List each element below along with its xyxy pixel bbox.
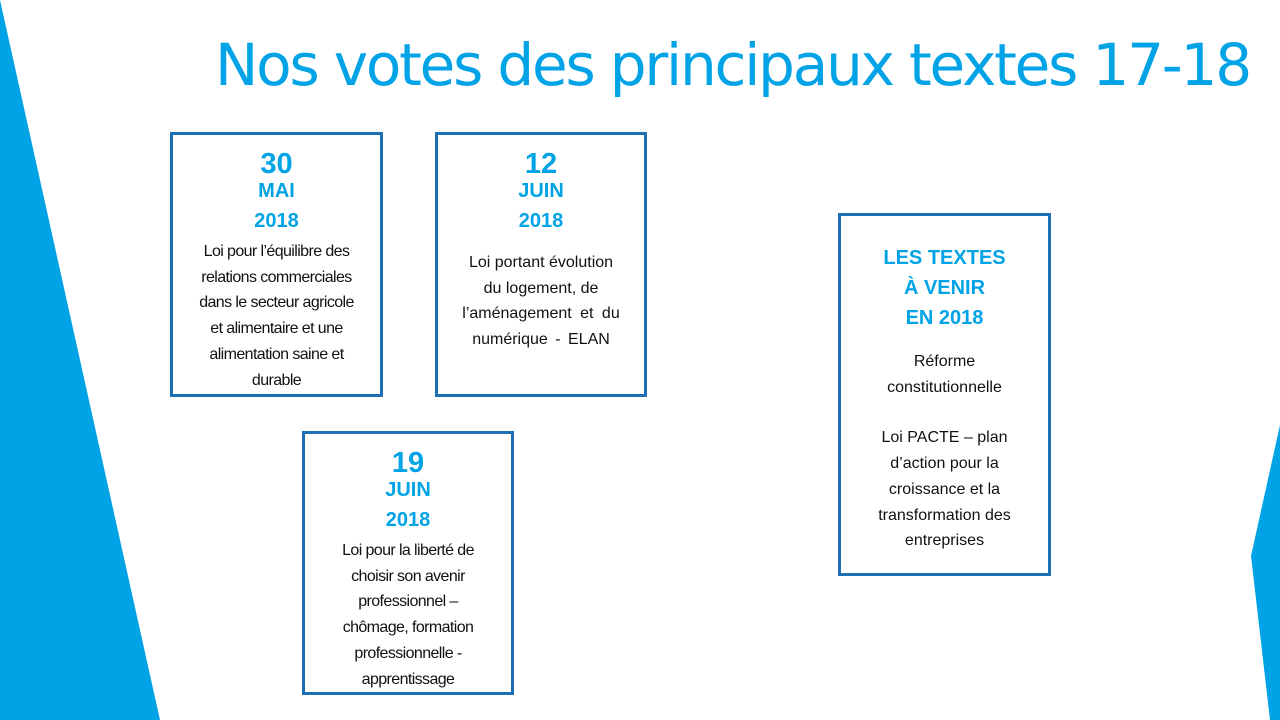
left-blue-triangle <box>0 0 160 720</box>
upcoming-item-reforme <box>841 349 1048 400</box>
card-description-line: numérique - ELAN <box>472 330 610 348</box>
card-description-line: Loi pour l’équilibre des <box>203 243 350 260</box>
card-description-line: durable <box>251 371 302 389</box>
card-description-line: Loi pour la liberté de <box>342 542 474 559</box>
upcoming-item-line: Loi PACTE – plan <box>881 429 1008 447</box>
vote-card-19-juin <box>302 431 514 695</box>
upcoming-heading-line: LES TEXTES <box>883 247 1006 269</box>
card-day: 19 <box>391 447 425 479</box>
card-description-line: et alimentaire et une <box>210 320 343 338</box>
card-day: 12 <box>524 148 558 180</box>
card-description-line: dans le secteur agricole <box>199 294 354 312</box>
card-description-line: alimentation saine et <box>209 345 344 363</box>
card-month: JUIN <box>518 180 564 202</box>
card-year: 2018 <box>518 210 564 232</box>
card-month: MAI <box>258 180 295 202</box>
card-month: JUIN <box>385 479 431 501</box>
upcoming-item-line: constitutionnelle <box>887 378 1002 396</box>
upcoming-texts-card <box>838 213 1051 576</box>
upcoming-item-pacte <box>841 425 1048 554</box>
upcoming-item-line: Réforme <box>913 353 976 370</box>
card-description-line: relations commerciales <box>201 268 352 286</box>
upcoming-item-line: transformation des <box>878 506 1011 524</box>
vote-card-12-juin <box>435 132 647 397</box>
card-description <box>438 250 644 352</box>
card-day: 30 <box>260 148 293 180</box>
right-blue-triangle <box>1251 425 1280 720</box>
card-description-line: l’aménagement et du <box>462 305 620 322</box>
page-title: Nos votes des principaux textes 17-18 <box>215 31 1250 99</box>
card-description-line: du logement, de <box>483 279 599 297</box>
upcoming-item-line: d’action pour la <box>890 455 999 473</box>
card-description-line: professionnel – <box>358 593 458 611</box>
upcoming-heading-line: À VENIR <box>903 277 986 299</box>
card-description-line: choisir son avenir <box>351 567 465 585</box>
card-description-line: chômage, formation <box>342 619 474 637</box>
upcoming-item-line: croissance et la <box>888 480 1001 498</box>
card-year: 2018 <box>385 509 431 531</box>
card-year: 2018 <box>254 210 299 232</box>
vote-card-30-mai <box>170 132 383 397</box>
card-description-line: professionnelle - <box>354 644 462 662</box>
card-description <box>305 538 511 692</box>
upcoming-item-line: entreprises <box>904 532 985 550</box>
card-description <box>173 239 380 393</box>
card-description-line: apprentissage <box>361 670 455 688</box>
card-description-line: Loi portant évolution <box>468 254 614 271</box>
upcoming-heading-line: EN 2018 <box>905 307 984 329</box>
